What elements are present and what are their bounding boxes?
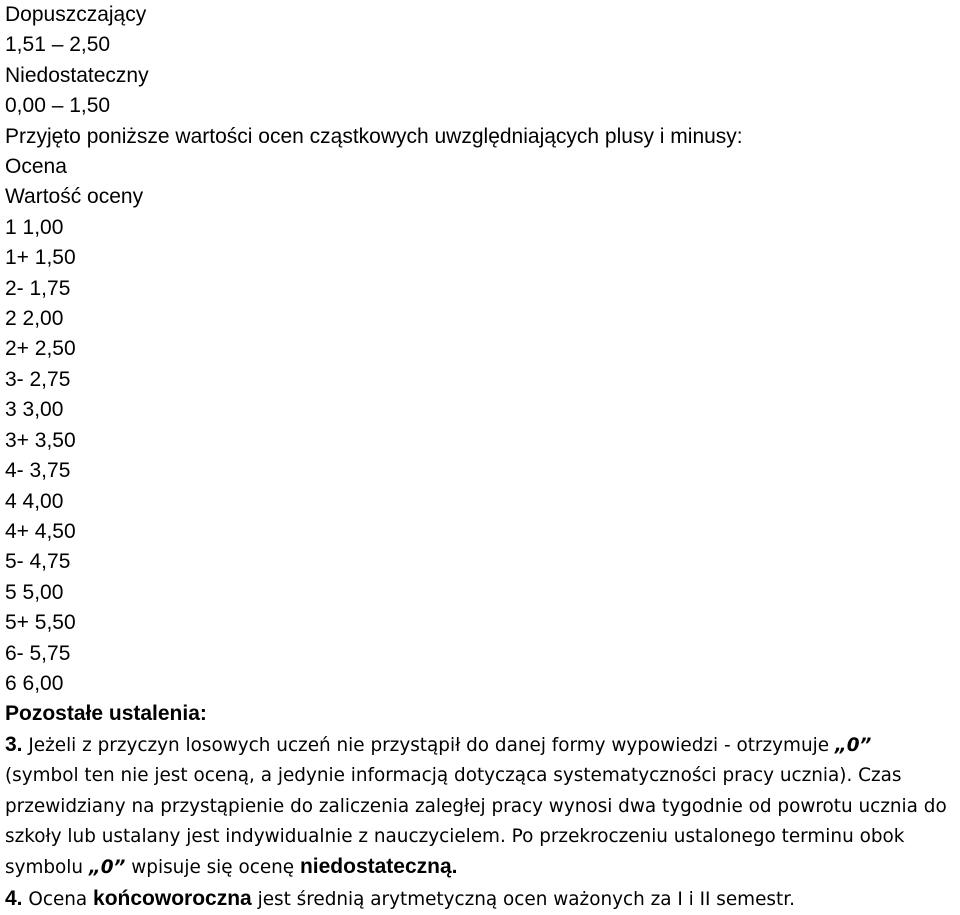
grade-row: 3 3,00 xyxy=(5,398,64,422)
range-label-insufficient: Niedostateczny xyxy=(5,63,149,87)
grade-row: 2 2,00 xyxy=(5,307,64,331)
grade-row: 3+ 3,50 xyxy=(5,428,76,452)
section-title: Pozostałe ustalenia: xyxy=(5,702,207,726)
grade-row: 3- 2,75 xyxy=(5,367,71,391)
grade-value-list xyxy=(5,213,955,700)
grade-row: 2+ 2,50 xyxy=(5,337,76,361)
rule-3-text-b: (symbol ten nie jest oceną, a jedynie informacją dotycząca systematyczności pracy ucznia). Czas przewidziany na przystąpienie do zaliczenia zaległej pracy wynosi dwa tygodnie od powrotu ucznia do szkoły lub ustalany jest indywidualnie z nauczycielem. Po przekroczeniu ustalonego terminu obok symbolu xyxy=(5,765,947,879)
rule-3-zero-symbol-2: „0” xyxy=(88,857,126,879)
grade-row: 2- 1,75 xyxy=(5,276,71,300)
rule-3-text-c: wpisuje się ocenę xyxy=(125,857,300,879)
rule-3-grade: niedostateczną. xyxy=(299,855,458,879)
grade-row: 4 4,00 xyxy=(5,489,64,513)
document xyxy=(5,0,955,915)
rule-3-zero-symbol: „0” xyxy=(834,734,872,756)
grade-row: 6 6,00 xyxy=(5,671,64,695)
range-value-sufficient: 1,51 – 2,50 xyxy=(5,33,111,57)
grade-row: 4+ 4,50 xyxy=(5,519,76,543)
grade-row: 4- 3,75 xyxy=(5,459,71,483)
rule-3-paragraph xyxy=(5,730,950,884)
grade-row: 5+ 5,50 xyxy=(5,611,76,635)
grade-row: 5 5,00 xyxy=(5,580,64,604)
rule-4-term: końcoworoczna xyxy=(93,886,252,910)
table-header-value: Wartość oceny xyxy=(5,185,144,209)
rule-4-text-b: jest średnią arytmetyczną ocen ważonych za I i II semestr. xyxy=(251,888,795,910)
table-header-grade: Ocena xyxy=(5,155,67,179)
rule-4-number: 4. xyxy=(5,886,23,910)
grade-row: 6- 5,75 xyxy=(5,641,71,665)
rule-4-paragraph xyxy=(5,884,950,915)
rule-3-number: 3. xyxy=(5,732,23,756)
rule-4-text-a: Ocena xyxy=(22,888,94,910)
rule-3-text-a: Jeżeli z przyczyn losowych uczeń nie przystąpił do danej formy wypowiedzi - otrzymuje xyxy=(22,734,835,756)
grade-row: 1+ 1,50 xyxy=(5,246,76,270)
intro-text: Przyjęto poniższe wartości ocen cząstkowych uwzględniających plusy i minusy: xyxy=(5,124,743,148)
range-value-insufficient: 0,00 – 1,50 xyxy=(5,94,111,118)
grade-row: 1 1,00 xyxy=(5,215,64,239)
grade-row: 5- 4,75 xyxy=(5,550,71,574)
range-label-sufficient: Dopuszczający xyxy=(5,3,147,26)
